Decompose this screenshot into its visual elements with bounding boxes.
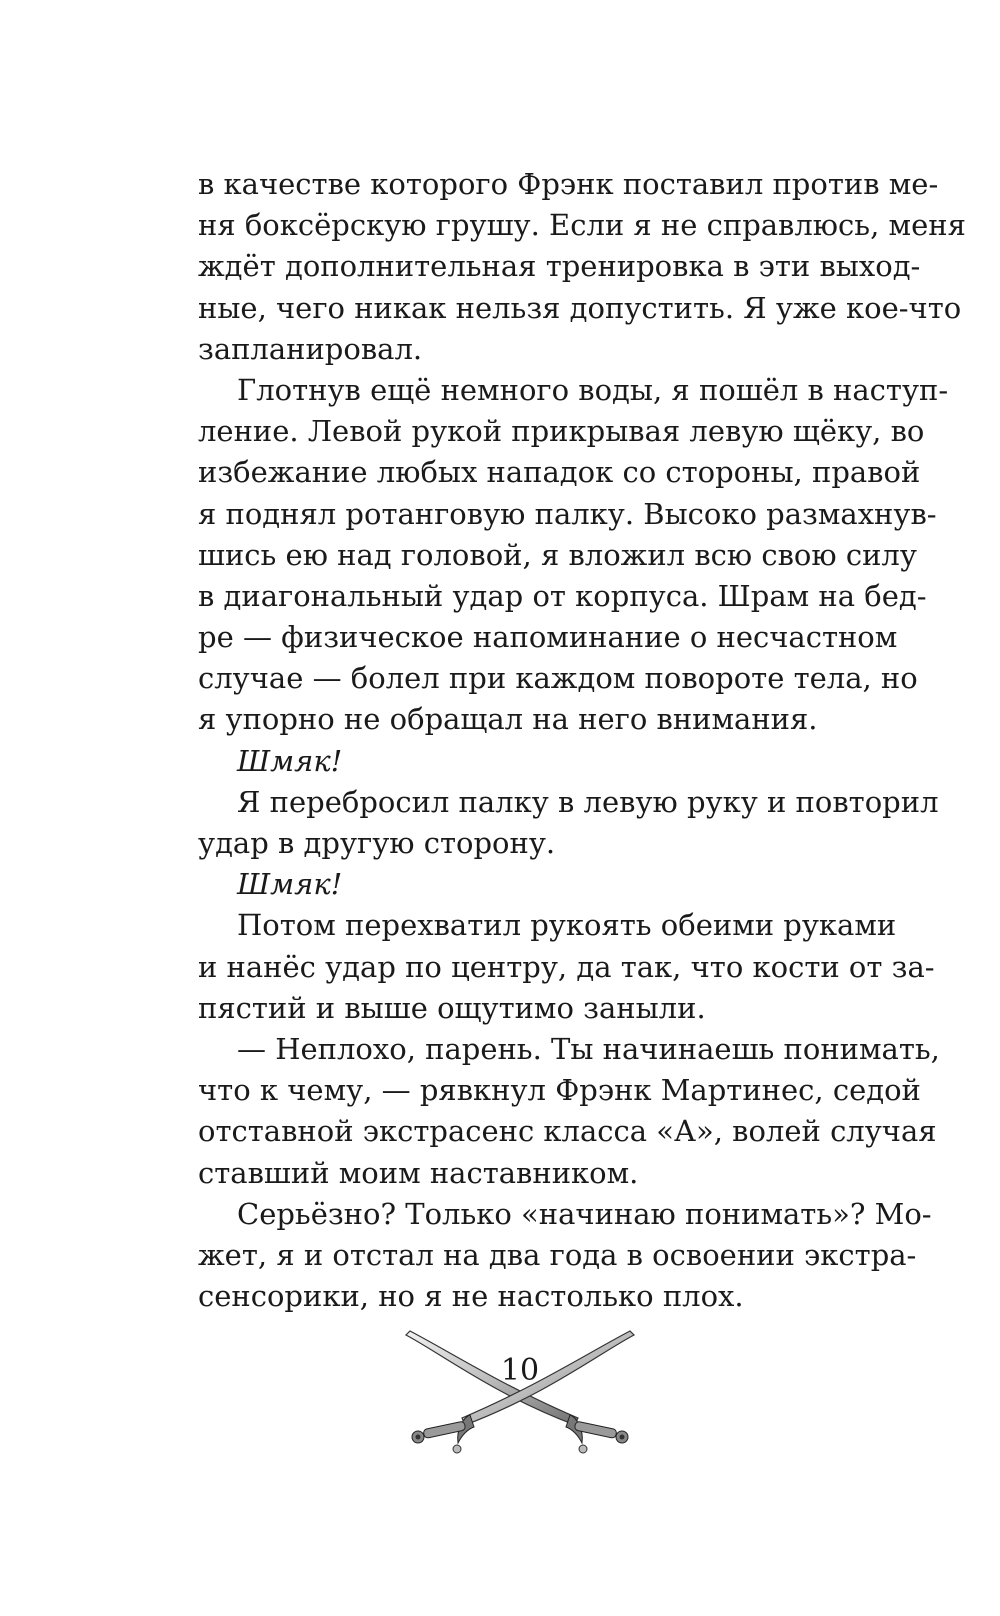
text-line: пястий и выше ощутимо заныли. (198, 990, 706, 1025)
sound-effect: Шмяк! (237, 867, 343, 902)
text-line: Глотнув ещё немного воды, я пошёл в наступ- (237, 372, 949, 407)
text-line: что к чему, — рявкнул Фрэнк Мартинес, седой (198, 1073, 921, 1108)
text-line: Серьёзно? Только «начинаю понимать»? Мо- (237, 1196, 932, 1231)
text-line: избежание любых нападок со стороны, правой (198, 455, 921, 490)
text-line: в диагональный удар от корпуса. Шрам на бед- (198, 578, 927, 613)
body-text (198, 164, 966, 1317)
text-line: жет, я и отстал на два года в освоении экстра- (198, 1237, 917, 1272)
text-line: я поднял ротанговую палку. Высоко размахнув- (198, 496, 937, 531)
text-line: ня боксёрскую грушу. Если я не справлюсь, меня (198, 208, 966, 243)
text-line: в качестве которого Фрэнк поставил против ме- (198, 167, 939, 201)
text-line: случае — болел при каждом повороте тела, но (198, 661, 918, 696)
text-line: Я перебросил палку в левую руку и повторил (237, 784, 939, 819)
text-line: — Неплохо, парень. Ты начинаешь понимать, (237, 1031, 940, 1066)
page-footer (400, 1325, 640, 1475)
text-line: ление. Левой рукой прикрывая левую щёку, во (198, 414, 925, 449)
text-line: отставной экстрасенс класса «А», волей случая (198, 1114, 937, 1149)
text-line: запланировал. (198, 331, 423, 366)
sound-effect: Шмяк! (237, 743, 343, 778)
text-line: Потом перехватил рукоять обеими руками (237, 908, 897, 943)
text-line: ставший моим наставником. (198, 1155, 639, 1190)
text-line: сенсорики, но я не настолько плох. (198, 1279, 744, 1314)
text-line: ные, чего никак нельзя допустить. Я уже кое-что (198, 290, 962, 325)
text-line: и нанёс удар по центру, да так, что кости от за- (198, 949, 935, 984)
text-line: ждёт дополнительная тренировка в эти выход- (198, 249, 921, 284)
text-line: я упорно не обращал на него внимания. (198, 702, 818, 737)
crossed-sabers-icon (400, 1325, 640, 1475)
text-line: удар в другую сторону. (198, 826, 556, 860)
text-line: ре — физическое напоминание о несчастном (198, 620, 898, 655)
page-number: 10 (500, 1353, 540, 1388)
text-line: шись ею над головой, я вложил всю свою силу (198, 537, 917, 572)
